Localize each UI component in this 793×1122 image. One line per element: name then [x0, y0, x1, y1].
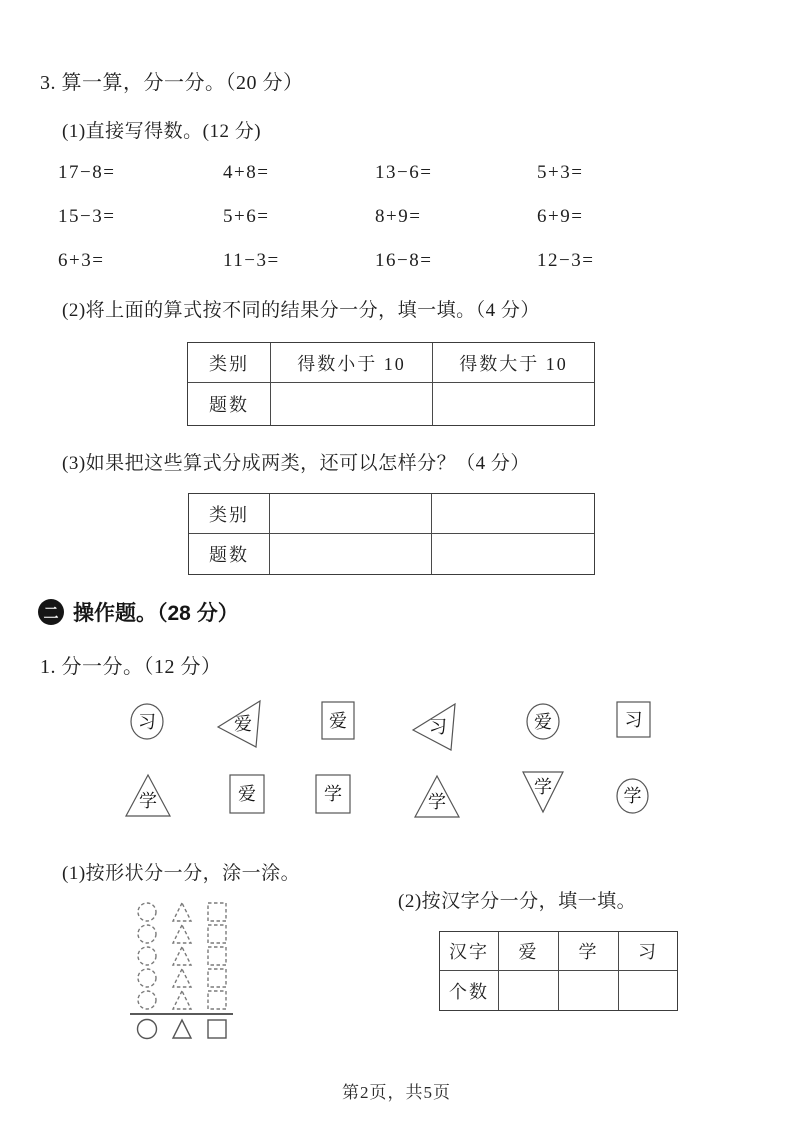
shape-char: 爱	[234, 714, 252, 734]
expression: 17−8=	[58, 162, 116, 183]
shape-item-triangle-left	[411, 702, 457, 752]
dashed-square-icon	[206, 967, 228, 989]
shape-char: 习	[138, 711, 156, 732]
tally-row	[130, 901, 236, 923]
answer-cell-empty	[270, 534, 432, 574]
shape-tally-grid	[130, 901, 236, 1040]
expression: 16−8=	[375, 250, 433, 271]
dashed-square-icon	[206, 901, 228, 923]
answer-cell-empty	[432, 494, 594, 534]
dashed-triangle-icon	[171, 967, 193, 989]
dashed-square-icon	[206, 923, 228, 945]
tally-row	[130, 945, 236, 967]
category-label-cell: 类别	[189, 494, 270, 534]
shape-item-square	[321, 701, 355, 740]
dashed-circle-icon	[136, 967, 158, 989]
alternative-classification-table	[188, 493, 595, 575]
count-label-cell: 题数	[189, 534, 270, 574]
tally-row	[130, 967, 236, 989]
dashed-circle-icon	[136, 901, 158, 923]
solid-circle-icon	[136, 1018, 158, 1040]
shape-item-triangle-down	[521, 770, 565, 814]
shape-char: 习	[624, 709, 643, 730]
shape-char: 学	[623, 786, 642, 806]
dashed-circle-icon	[136, 989, 158, 1011]
shape-item-circle	[526, 703, 560, 740]
expression: 5+3=	[537, 162, 584, 183]
answer-cell-empty	[271, 383, 433, 425]
problem3-title: 3. 算一算，分一分。（20 分）	[40, 72, 304, 94]
char-xue-header-cell: 学	[559, 932, 619, 971]
section2-part2-label: (2)按汉字分一分，填一填。	[398, 891, 637, 912]
character-count-table	[439, 931, 678, 1011]
shape-item-square	[616, 701, 651, 738]
shape-char: 学	[324, 784, 342, 804]
shape-char: 爱	[238, 784, 256, 804]
expression: 8+9=	[375, 206, 422, 227]
solid-triangle-icon	[171, 1018, 193, 1040]
section-number-badge-icon: 二	[38, 599, 64, 625]
char-ai-header-cell: 爱	[499, 932, 559, 971]
expression: 6+9=	[537, 206, 584, 227]
tally-row	[130, 989, 236, 1011]
expression: 11−3=	[223, 250, 280, 271]
problem3-part3-label: (3)如果把这些算式分成两类，还可以怎样分？（4 分）	[62, 453, 530, 474]
category-header-cell: 类别	[188, 343, 271, 383]
answer-cell-empty	[559, 971, 619, 1010]
count-label-cell: 个数	[440, 971, 499, 1010]
answer-cell-empty	[499, 971, 559, 1010]
shape-char: 学	[139, 790, 157, 811]
shape-char: 习	[429, 717, 447, 737]
shape-item-circle	[616, 778, 649, 814]
shape-char: 学	[428, 791, 446, 812]
tally-row	[130, 923, 236, 945]
solid-square-icon	[206, 1018, 228, 1040]
char-xi-header-cell: 习	[619, 932, 677, 971]
expression: 4+8=	[223, 162, 270, 183]
count-label-cell: 题数	[188, 383, 271, 425]
dashed-circle-icon	[136, 923, 158, 945]
shape-item-circle	[130, 703, 164, 740]
expression: 12−3=	[537, 250, 595, 271]
greater-than-10-header-cell: 得数大于 10	[433, 343, 594, 383]
dashed-square-icon	[206, 989, 228, 1011]
section2-q1-label: 1. 分一分。（12 分）	[40, 656, 222, 678]
section2-header	[38, 597, 239, 627]
answer-cell-empty	[432, 534, 594, 574]
shape-char: 爱	[329, 710, 347, 731]
shape-item-square	[315, 774, 351, 814]
tally-baseline-divider	[130, 1013, 233, 1015]
problem3-part2-label: (2)将上面的算式按不同的结果分一分，填一填。（4 分）	[62, 300, 540, 321]
shape-item-triangle-up	[413, 774, 461, 819]
section2-part1-label: (1)按形状分一分，涂一涂。	[62, 863, 301, 884]
dashed-triangle-icon	[171, 989, 193, 1011]
answer-cell-empty	[433, 383, 594, 425]
result-classification-table	[187, 342, 595, 426]
section2-title: 操作题。（28 分）	[73, 602, 239, 625]
problem3-part1-label: (1)直接写得数。(12 分)	[62, 121, 262, 142]
less-than-10-header-cell: 得数小于 10	[271, 343, 433, 383]
shape-char: 爱	[534, 711, 552, 732]
expression: 15−3=	[58, 206, 116, 227]
hanzi-header-cell: 汉字	[440, 932, 499, 971]
dashed-triangle-icon	[171, 945, 193, 967]
shape-item-triangle-left	[216, 699, 262, 749]
expression: 6+3=	[58, 250, 105, 271]
dashed-triangle-icon	[171, 901, 193, 923]
dashed-triangle-icon	[171, 923, 193, 945]
answer-cell-empty	[270, 494, 432, 534]
expression: 5+6=	[223, 206, 270, 227]
tally-legend-row	[130, 1018, 236, 1040]
answer-cell-empty	[619, 971, 677, 1010]
expression: 13−6=	[375, 162, 433, 183]
page-number-footer: 第2页，共5页	[342, 1083, 451, 1102]
dashed-square-icon	[206, 945, 228, 967]
dashed-circle-icon	[136, 945, 158, 967]
shape-char: 学	[534, 777, 552, 797]
shape-item-triangle-up	[124, 773, 172, 818]
shape-item-square	[229, 774, 265, 814]
